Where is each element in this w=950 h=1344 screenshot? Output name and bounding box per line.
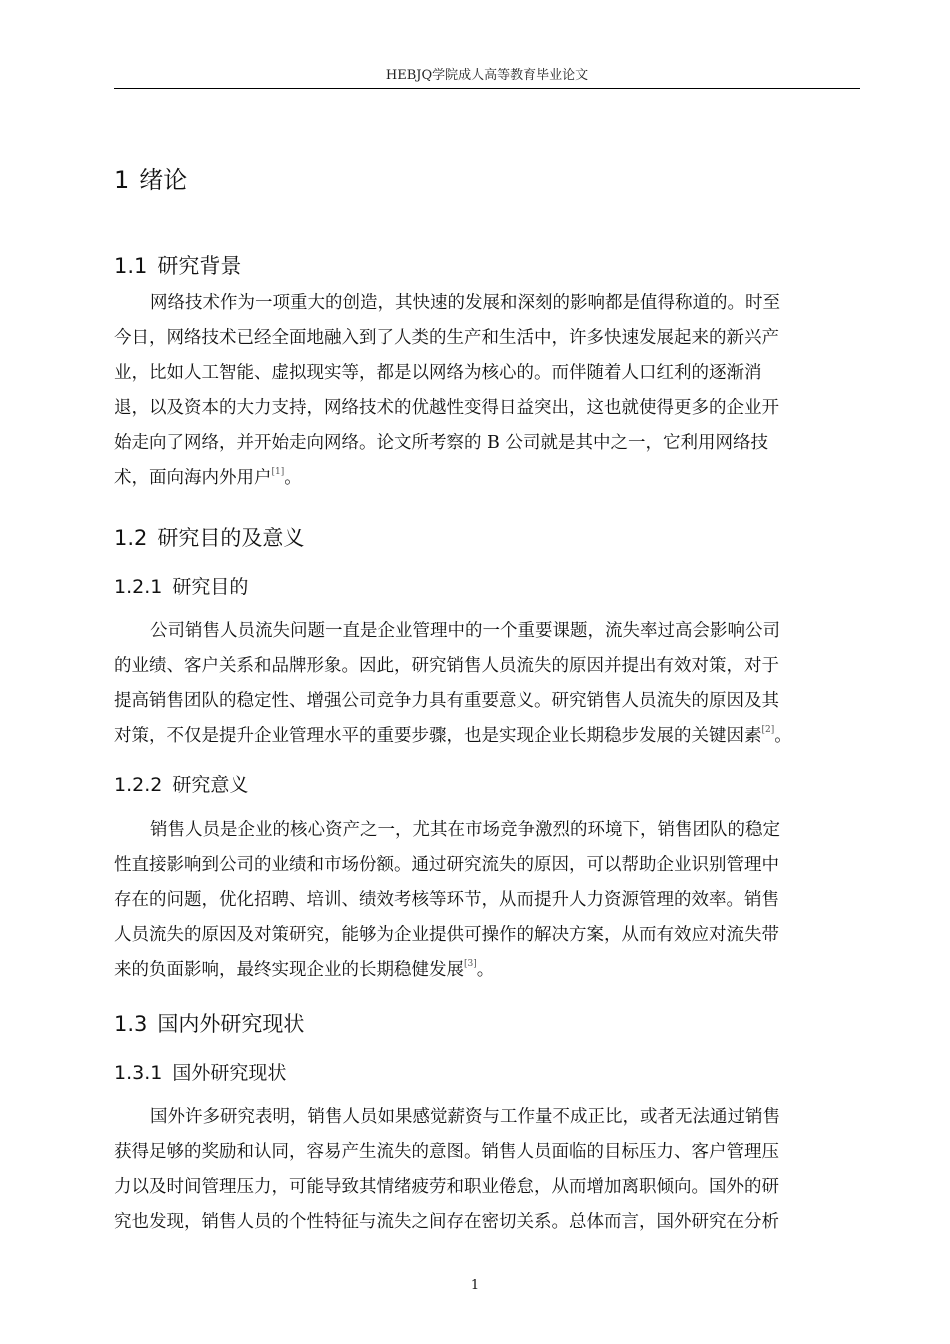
subsection-heading-1-2-2	[114, 770, 248, 797]
running-header: HEBJQ学院成人高等教育毕业论文	[385, 68, 589, 83]
paragraph-foreign-research	[114, 1100, 860, 1240]
subsection-heading-1-2-1	[114, 572, 248, 599]
text-line: 性直接影响到公司的业绩和市场份额。通过研究流失的原因，可以帮助企业识别管理中	[114, 855, 779, 875]
paragraph-significance	[114, 813, 860, 988]
subsection-number: 1.2.2	[114, 774, 163, 796]
sentence-end: 。	[476, 960, 495, 980]
sentence-end: 。	[284, 468, 302, 488]
text-line: 人员流失的原因及对策研究，能够为企业提供可操作的解决方案，从而有效应对流失带	[114, 925, 779, 945]
text-line-content: 对策，不仅是提升企业管理水平的重要步骤，也是实现企业长期稳步发展的关键因素	[114, 726, 762, 746]
text-line: 国外许多研究表明，销售人员如果感觉薪资与工作量不成正比，或者无法通过销售	[150, 1107, 780, 1127]
section-number: 1.2	[114, 526, 148, 550]
citation-ref: [1]	[271, 467, 285, 477]
subsection-title: 国外研究现状	[172, 1062, 287, 1084]
subsection-number: 1.2.1	[114, 576, 163, 598]
text-line	[114, 461, 860, 496]
section-title: 国内外研究现状	[157, 1012, 305, 1036]
header-divider	[114, 88, 860, 89]
text-line: 的业绩、客户关系和品牌形象。因此，研究销售人员流失的原因并提出有效对策，对于	[114, 656, 779, 676]
section-title: 研究背景	[157, 254, 242, 278]
citation-ref: [2]	[761, 725, 775, 735]
text-line: 公司销售人员流失问题一直是企业管理中的一个重要课题，流失率过高会影响公司	[150, 621, 780, 641]
subsection-heading-1-3-1	[114, 1058, 286, 1085]
text-line	[114, 953, 860, 988]
section-heading-1-3	[114, 1008, 304, 1038]
text-line: 始走向了网络，并开始走向网络。论文所考察的 B 公司就是其中之一，它利用网络技	[114, 433, 768, 453]
subsection-title: 研究意义	[172, 774, 249, 796]
section-number: 1.3	[114, 1012, 148, 1036]
text-line: 力以及时间管理压力，可能导致其情绪疲劳和职业倦怠，从而增加离职倾向。国外的研	[114, 1177, 779, 1197]
section-title: 研究目的及意义	[157, 526, 305, 550]
text-line-content: 来的负面影响，最终实现企业的长期稳健发展	[114, 960, 464, 980]
text-line: 获得足够的奖励和认同，容易产生流失的意图。销售人员面临的目标压力、客户管理压	[114, 1142, 779, 1162]
chapter-number: 1	[114, 166, 130, 194]
text-line: 今日，网络技术已经全面地融入到了人类的生产和生活中，许多快速发展起来的新兴产	[114, 328, 779, 348]
chapter-heading	[114, 160, 187, 195]
text-line	[114, 719, 860, 754]
citation-ref: [3]	[464, 959, 477, 969]
text-line: 提高销售团队的稳定性、增强公司竞争力具有重要意义。研究销售人员流失的原因及其	[114, 691, 779, 711]
paragraph-background	[114, 286, 860, 496]
paragraph-purpose	[114, 614, 860, 754]
subsection-title: 研究目的	[172, 576, 249, 598]
text-line: 退，以及资本的大力支持，网络技术的优越性变得日益突出，这也就使得更多的企业开	[114, 398, 779, 418]
text-line: 销售人员是企业的核心资产之一，尤其在市场竞争激烈的环境下，销售团队的稳定	[150, 820, 780, 840]
text-line: 究也发现，销售人员的个性特征与流失之间存在密切关系。总体而言，国外研究在分析	[114, 1212, 779, 1232]
page-number: 1	[470, 1278, 480, 1293]
section-heading-1-1	[114, 250, 241, 280]
section-heading-1-2	[114, 522, 304, 552]
chapter-title: 绪论	[139, 166, 188, 194]
sentence-end: 。	[774, 726, 792, 746]
text-line-content: 术，面向海内外用户	[114, 468, 272, 488]
text-line: 存在的问题，优化招聘、培训、绩效考核等环节，从而提升人力资源管理的效率。销售	[114, 890, 779, 910]
subsection-number: 1.3.1	[114, 1062, 163, 1084]
section-number: 1.1	[114, 254, 148, 278]
text-line: 网络技术作为一项重大的创造，其快速的发展和深刻的影响都是值得称道的。时至	[150, 293, 780, 313]
text-line: 业，比如人工智能、虚拟现实等，都是以网络为核心的。而伴随着人口红利的逐渐消	[114, 363, 762, 383]
